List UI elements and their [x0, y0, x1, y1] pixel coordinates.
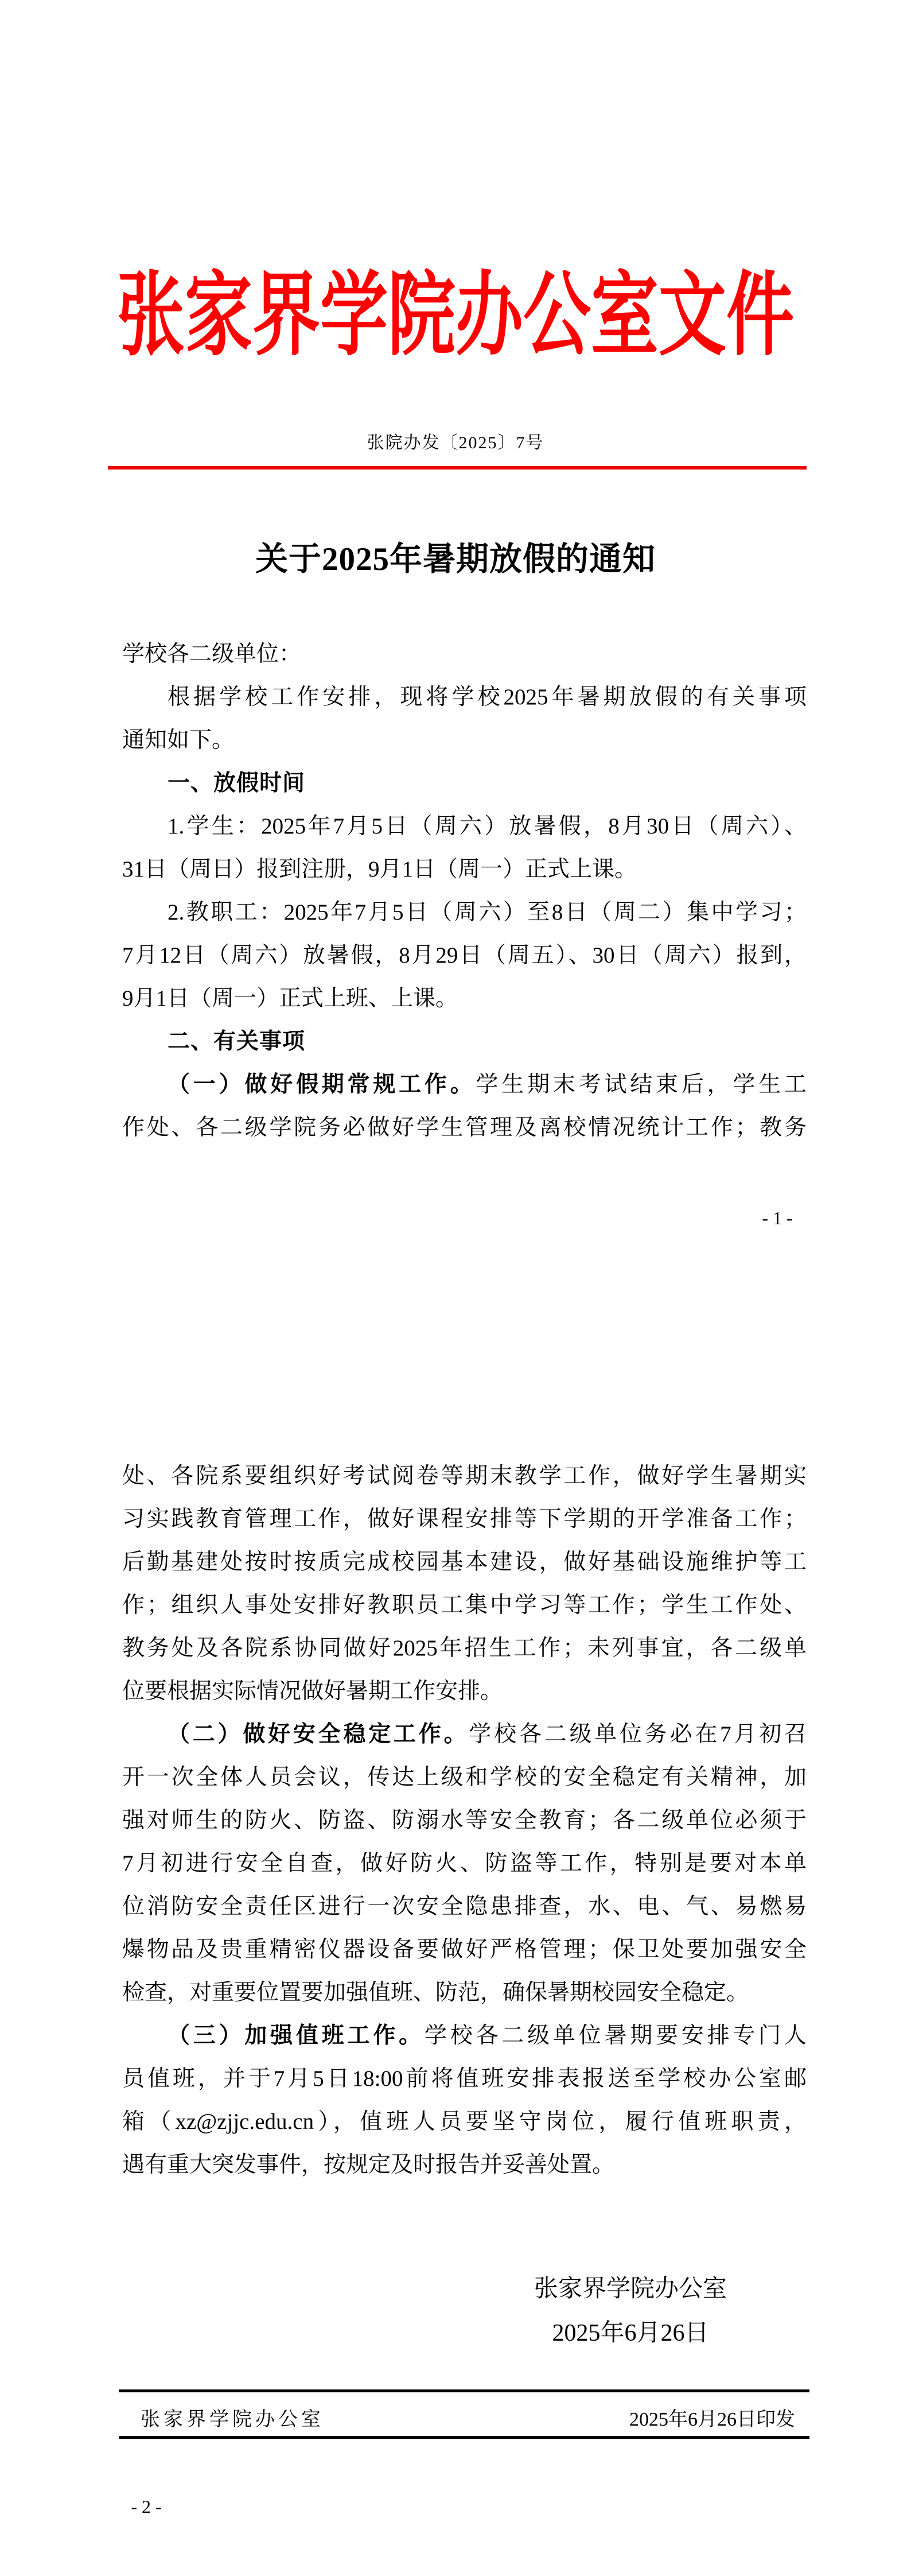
body-line: 2.教职工：2025年7月5日（周六）至8日（周二）集中学习； [168, 900, 807, 925]
footer-print-date: 2025年6月26日印发 [629, 2409, 795, 2430]
body-line: 1.学生：2025年7月5日（周六）放暑假，8月30日（周六）、 [168, 814, 807, 839]
body-line: 遇有重大突发事件，按规定及时报告并妥善处置。 [122, 2152, 615, 2177]
doc-number: 张院办发〔2025〕7号 [367, 433, 544, 452]
letterhead-title-text: 张家界学院办公室文件 [116, 265, 794, 367]
letterhead-title [0, 265, 911, 367]
body-line: 通知如下。 [122, 728, 235, 752]
red-divider-line [108, 466, 807, 470]
body-line: 作；组织人事处安排好教职员工集中学习等工作；学生工作处、 [122, 1593, 807, 1617]
signature-block [534, 2267, 727, 2356]
body-line: 爆物品及贵重精密仪器设备要做好严格管理；保卫处要加强安全 [122, 1937, 807, 1962]
body-line: 9月1日（周一）正式上班、上课。 [122, 986, 458, 1011]
body-line: （二）做好安全稳定工作。学校各二级单位务必在7月初召 [168, 1722, 807, 1747]
page-number-2: - 2 - [131, 2496, 162, 2517]
footer-rule-top [119, 2389, 809, 2392]
item-heading-bold: （三）加强值班工作。 [168, 2023, 425, 2048]
body-line: 箱（xz@zjjc.edu.cn），值班人员要坚守岗位，履行值班职责， [122, 2109, 807, 2134]
page1-body [122, 633, 807, 1149]
body-line: 7月初进行安全自查，做好防火、防盗等工作，特别是要对本单 [122, 1851, 807, 1876]
notice-title: 关于2025年暑期放假的通知 [255, 541, 656, 577]
footer-rule-bottom [119, 2436, 809, 2439]
item-heading-bold: （一）做好假期常规工作。 [168, 1072, 476, 1097]
body-line: 教务处及各院系协同做好2025年招生工作；未列事宜，各二级单 [122, 1636, 807, 1661]
signature-org: 张家界学院办公室 [534, 2276, 727, 2302]
body-line: 强对师生的防火、防盗、防溺水等安全教育；各二级单位必须于 [122, 1808, 807, 1833]
body-line: 31日（周日）报到注册，9月1日（周一）正式上课。 [122, 857, 637, 882]
body-line: 作处、各二级学院务必做好学生管理及离校情况统计工作；教务 [122, 1115, 807, 1140]
body-line: （三）加强值班工作。学校各二级单位暑期要安排专门人 [168, 2023, 807, 2048]
body-line: 后勤基建处按时按质完成校园基本建设，做好基础设施维护等工 [122, 1550, 807, 1574]
signature-date: 2025年6月26日 [552, 2320, 709, 2346]
section-heading: 一、放假时间 [168, 770, 306, 796]
body-line: 开一次全体人员会议，传达上级和学校的安全稳定有关精神，加 [122, 1765, 807, 1790]
item-heading-bold: （二）做好安全稳定工作。 [168, 1722, 469, 1747]
body-line: 处、各院系要组织好考试阅卷等期末教学工作，做好学生暑期实 [122, 1464, 807, 1488]
body-line: 员值班，并于7月5日18:00前将值班安排表报送至学校办公室邮 [122, 2066, 807, 2091]
footer-issuer: 张家界学院办公室 [141, 2409, 324, 2430]
body-line: 根据学校工作安排，现将学校2025年暑期放假的有关事项 [168, 685, 807, 709]
body-line: 检查，对重要位置要加强值班、防范，确保暑期校园安全稳定。 [122, 1980, 749, 2005]
page2-body [122, 1454, 807, 2186]
section-heading: 二、有关事项 [168, 1029, 306, 1054]
body-line: 学校各二级单位： [122, 642, 302, 666]
body-line: （一）做好假期常规工作。学生期末考试结束后，学生工 [168, 1072, 807, 1097]
body-line: 位要根据实际情况做好暑期工作安排。 [122, 1679, 503, 1704]
body-line: 习实践教育管理工作，做好课程安排等下学期的开学准备工作； [122, 1507, 807, 1531]
body-line: 位消防安全责任区进行一次安全隐患排查，水、电、气、易燃易 [122, 1894, 807, 1919]
page-number-1: - 1 - [762, 1208, 793, 1228]
body-line: 7月12日（周六）放暑假，8月29日（周五）、30日（周六）报到， [122, 943, 807, 968]
